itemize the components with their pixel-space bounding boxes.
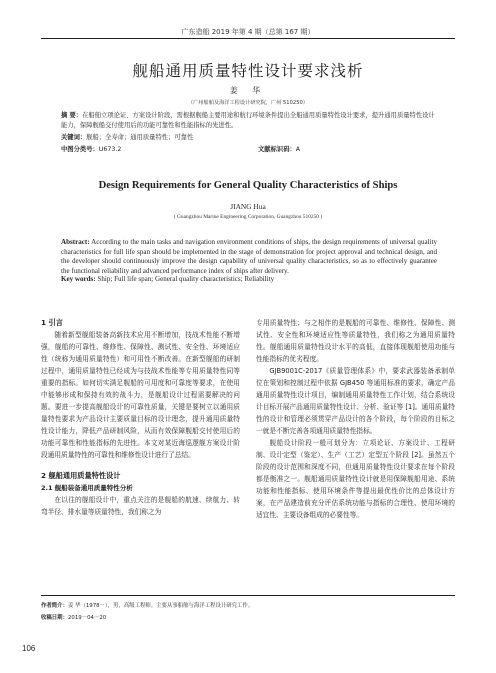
body-column-right [256, 317, 455, 521]
footnote [41, 600, 455, 624]
keywords-en-text: Ship; Full life span; General quality characteristics; Reliability [97, 275, 275, 283]
title-en: Design Requirements for General Quality Characteristics of Ships [98, 180, 398, 191]
body-column-left [41, 317, 240, 518]
received-value: 2019－04－20 [67, 615, 107, 621]
right-paragraph-2: GJB9001C-2017《质量管理体系》中，要求武器装备承制单位在策划和控制过程中依据 GJB450 等通用标准的要求，确定产品通用质量特性设计项目，编制通用质量特性工作计划，结合系统设计目标开展产品通用质量特性设计、分析、验证等 [1]。通用质量特性的设计和管理必须贯穿产品设计的各个阶段，每个阶段的目标之一就是不断完善各项通用质量特性指标。 [256, 367, 455, 435]
header-rule [41, 38, 455, 39]
page-number: 106 [22, 644, 36, 653]
right-paragraph-1: 专用质量特性；与之相伴的是舰船的可靠性、维修性、保障性、测试性、安全性和环境适应性等质量特性，我们称之为通用质量特性。舰船通用质量特性设计水平的高低，直接体现舰船使用功能与性能指标的优劣程度。 [256, 319, 455, 363]
class-no-value: U673.2 [98, 146, 122, 153]
abstract-cn [61, 111, 437, 131]
author-cn: 姜 华 [229, 86, 267, 95]
section-1-heading: 1 引言 [41, 318, 63, 327]
running-header: 广东造船 2019 年第 4 期（总第 167 期） [181, 28, 315, 36]
doc-code-value: A [295, 146, 301, 153]
abstract-en [61, 238, 437, 276]
author-bio-text: 姜 华（1978－），男，高级工程师。主要从事船舶与海洋工程设计研究工作。 [67, 603, 254, 609]
received-date [41, 612, 455, 624]
abstract-en-label: Abstract: [61, 238, 90, 246]
keywords-cn-text: 舰船；全寿命；通用质量特性；可靠性 [86, 134, 194, 141]
class-no-label: 中图分类号： [61, 146, 99, 153]
affiliation-cn: （广州船舶及海洋工程设计研究院，广州 510250） [187, 100, 308, 106]
classification-row [61, 144, 437, 153]
received-label: 收稿日期： [41, 615, 68, 621]
doc-code [258, 144, 300, 153]
doc-code-label: 文献标识码： [258, 146, 296, 153]
abstract-cn-text: 在船舶立项论证、方案设计阶段，需根据舰船主要用途和航行环境条件提出全船通用质量特性设计要求，提升通用质量特性设计能力，保障舰船交付使用后的功能可靠性和性能指标的先进性。 [61, 112, 435, 129]
footnote-rule [41, 595, 455, 596]
abstract-cn-label: 摘 要： [61, 112, 83, 119]
author-bio [41, 600, 455, 612]
abstract-en-text: According to the main tasks and navigation environment conditions of ships, the design requirements of universal quality characteristics for full life span should be implemented in the stage of demonstration for project approval and technical design, and the developer should continuously improve the design capability of universal quality characteristics, so as to effectively guarantee the functional reliability and advanced performance index of ships after delivery. [61, 238, 437, 275]
keywords-cn-label: 关键词： [61, 134, 87, 141]
author-en: JIANG Hua [230, 202, 266, 211]
right-paragraph-3: 舰船设计阶段一般可划分为：立项论证、方案设计、工程研制、设计定型（鉴定）、生产（工艺）定型五个阶段 [2]。虽然五个阶段的设计范围和深度不同，但通用质量特性设计要求在每个阶段都是衡准之一。舰船通用质量特性设计就是用保障舰船用途、系统功能和性能指标、使用环境条件等提出最优性价比的总体设计方案，在产品建造前充分评估系统功能与指标的合理性、使用环境的适宜性、主要设备组成的必要性等。 [256, 439, 455, 519]
section-2-1-paragraph: 在以往的舰船设计中，重点关注的是舰船的航速、续航力、转弯半径、排水量等质量特性，我们称之为 [41, 496, 240, 516]
affiliation-en: ( Guangzhou Marine Engineering Corporation, Guangzhou 510250 ) [173, 214, 323, 220]
author-bio-label: 作者简介： [41, 603, 68, 609]
keywords-en [61, 275, 437, 283]
keywords-en-label: Key words: [61, 275, 96, 283]
section-2-1-heading: 2.1 舰船装备通用质量特性分析 [41, 484, 133, 492]
section-2-heading: 2 舰船通用质量特性设计 [41, 471, 121, 480]
section-1-paragraph: 随着新型舰船装备高新技术应用不断增加，技战术性能不断增强，舰船的可靠性、维修性、保障性、测试性、安全性、环境适应性（统称为通用质量特性）和可用性不断改善。在新型舰船的研制过程中，通用质量特性已经成为与技战术性能等专用质量特性同等重要的指标。如何切实满足舰船的可用度和可靠度等要求，在使用中能够形成和保持有效的战斗力，是舰船设计过程需要解决的问题。要进一步提高舰船设计的可靠性质量，关键是要树立以通用质量特性要求为产品设计主要质量目标的设计理念，提升通用质量特性设计能力，降低产品研制风险，从而有效保障舰船交付使用后的功能可靠性和性能指标的先进性。本文对某近海巡逻舰方案设计阶段通用质量特性的可靠性和维修性设计进行了总结。 [41, 331, 240, 459]
keywords-cn [61, 132, 437, 141]
title-cn: 舰船通用质量特性设计要求浅析 [132, 62, 364, 80]
